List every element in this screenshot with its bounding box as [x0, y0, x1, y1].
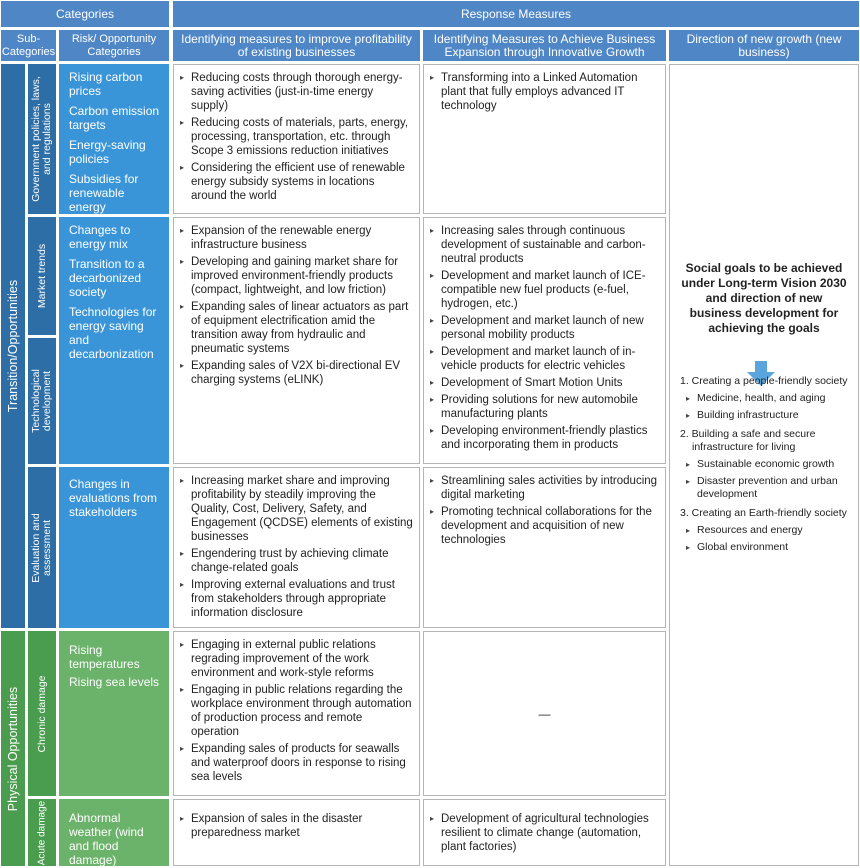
header-expansion-label: Identifying Measures to Achieve Business Expansion through Innovative Growth	[433, 31, 656, 59]
header-sub-categories	[1, 30, 56, 61]
header-growth-label: Direction of new growth (new business)	[686, 31, 842, 59]
header-categories	[1, 1, 169, 27]
section-physical	[1, 631, 25, 866]
category-item: Abnormal weather (wind and flood damage)	[69, 811, 144, 867]
category-item: Changes to energy mix	[69, 223, 131, 251]
measure-item: ▸ Development of agricultural technologies resilient to climate change (automation, plant factories)	[430, 812, 659, 854]
growth-goals	[680, 375, 852, 560]
measure-item: ▸ Transforming into a Linked Automation plant that fully employs advanced IT technology	[430, 71, 659, 113]
category-item: Transition to a decarbonized society	[69, 257, 145, 299]
measure-item: ▸ Expansion of sales in the disaster preparedness market	[180, 812, 413, 840]
category-item: Subsidies for renewable energy	[69, 172, 139, 214]
measure-item: ▸ Increasing sales through continuous development of sustainable and carbon-neutral products	[430, 224, 659, 266]
subcat-market	[28, 217, 56, 335]
measure-item: ▸ Reducing costs of materials, parts, energy, processing, transportation, etc. through Scope 3 emissions reduction initiatives	[180, 116, 413, 158]
subcat-market-label: Market trends	[36, 243, 48, 309]
category-item: Energy-saving policies	[69, 138, 146, 166]
goal-item: ▸ Resources and energy	[686, 524, 852, 537]
subcat-gov	[28, 64, 56, 214]
cell-gov-profitability	[173, 64, 420, 214]
header-profitability	[173, 30, 420, 61]
category-item: Rising sea levels	[69, 675, 160, 689]
measure-item: ▸ Reducing costs through thorough energy-saving activities (just-in-time energy supply)	[180, 71, 413, 113]
cell-eval-profitability	[173, 467, 420, 628]
measure-item: ▸ Considering the efficient use of renewable energy subsidy systems in locations around the world	[180, 161, 413, 203]
measure-item: ▸ Engaging in public relations regarding the workplace environment through automation of production process and remote operation	[180, 683, 413, 739]
measure-item: ▸ Expanding sales of linear actuators as part of equipment electrification amid the transition away from hydraulic and pneumatic systems	[180, 300, 413, 356]
header-growth	[669, 30, 859, 61]
goal-item: ▸ Disaster prevention and urban development	[686, 475, 852, 501]
category-item: Changes in evaluations from stakeholders	[69, 477, 158, 519]
category-item: Rising carbon prices	[69, 70, 143, 98]
measure-item: ▸ Streamlining sales activities by introducing digital marketing	[430, 474, 659, 502]
section-transition-label: Transition/Opportunities	[6, 279, 20, 413]
measure-item: ▸ Engendering trust by achieving climate change-related goals	[180, 547, 413, 575]
category-item: Rising temperatures	[69, 643, 140, 671]
category-item: Technologies for energy saving and decarbonization	[69, 305, 157, 361]
goal-item: ▸ Global environment	[686, 541, 852, 554]
category-item: Carbon emission targets	[69, 104, 160, 132]
goal-item: ▸ Building infrastructure	[686, 409, 852, 422]
measure-item: ▸ Engaging in external public relations regrading improvement of the work environment and work-style reforms	[180, 638, 413, 680]
cell-market-profitability	[173, 217, 420, 464]
goal-item: ▸ Sustainable economic growth	[686, 458, 852, 471]
cell-chronic-profitability	[173, 631, 420, 796]
cell-acute-profitability	[173, 799, 420, 866]
measure-item: ▸ Promoting technical collaborations for the development and acquisition of new technologies	[430, 505, 659, 547]
subcat-acute-label: Acute damage	[36, 800, 48, 865]
header-categories-label: Categories	[55, 6, 115, 21]
subcat-chronic	[28, 631, 56, 796]
measure-item: ▸ Development of Smart Motion Units	[430, 376, 659, 390]
measure-item: ▸ Increasing market share and improving profitability by steadily improving the Quality, Cost, Delivery, Safety, and Engagement (QCDSE) elements of existing businesses	[180, 474, 413, 544]
header-response-measures	[173, 1, 859, 27]
cell-eval-expansion	[423, 467, 666, 628]
header-response-measures-label: Response Measures	[460, 6, 572, 21]
cell-gov-expansion	[423, 64, 666, 214]
category-gov	[59, 64, 169, 214]
measure-item: ▸ Expansion of the renewable energy infrastructure business	[180, 224, 413, 252]
header-risk-categories-label: Risk/ Opportunity Categories	[71, 32, 157, 58]
cell-market-expansion	[423, 217, 666, 464]
measure-item: ▸ Development and market launch of new personal mobility products	[430, 314, 659, 342]
goal-title: 2. Building a safe and secure infrastructure for living	[680, 428, 816, 453]
section-transition	[1, 64, 25, 628]
measure-item: ▸ Expanding sales of products for seawalls and waterproof doors in response to rising sea levels	[180, 742, 413, 784]
goal-title: 3. Creating an Earth-friendly society	[680, 507, 847, 519]
subcat-gov-label: Government policies, laws, and regulations	[30, 76, 53, 202]
measure-item: ▸ Expanding sales of V2X bi-directional EV charging systems (eLINK)	[180, 359, 413, 387]
category-market	[59, 217, 169, 464]
measure-item: ▸ Improving external evaluations and trust from stakeholders through appropriate information disclosure	[180, 578, 413, 620]
section-physical-label: Physical Opportunities	[6, 686, 20, 811]
cell-chronic-expansion	[423, 631, 666, 796]
growth-panel	[669, 64, 859, 866]
subcat-tech-label: Technological development	[30, 369, 53, 433]
subcat-chronic-label: Chronic damage	[36, 674, 48, 753]
subcat-eval-label: Evaluation and assessment	[30, 512, 53, 583]
category-chronic	[59, 631, 169, 796]
measure-item: ▸ Development and market launch of in-vehicle products for electric vehicles	[430, 345, 659, 373]
growth-headline: Social goals to be achieved under Long-term Vision 2030 and direction of new business development for achieving the goals	[681, 261, 847, 335]
goal-item: ▸ Medicine, health, and aging	[686, 392, 852, 405]
empty-dash: —	[538, 706, 551, 721]
goal-title: 1. Creating a people-friendly society	[680, 375, 848, 387]
category-eval	[59, 467, 169, 628]
subcat-tech	[28, 338, 56, 464]
category-acute	[59, 799, 169, 866]
header-profitability-label: Identifying measures to improve profitability of existing businesses	[181, 31, 412, 59]
subcat-eval	[28, 467, 56, 628]
header-risk-categories	[59, 30, 169, 61]
cell-acute-expansion	[423, 799, 666, 866]
measure-item: ▸ Developing environment-friendly plastics and incorporating them in products	[430, 424, 659, 452]
header-sub-categories-label: Sub-Categories	[1, 32, 56, 58]
measure-item: ▸ Providing solutions for new automobile manufacturing plants	[430, 393, 659, 421]
header-expansion	[423, 30, 666, 61]
subcat-acute	[28, 799, 56, 866]
measure-item: ▸ Development and market launch of ICE-compatible new fuel products (e-fuel, hydrogen, etc.)	[430, 269, 659, 311]
measure-item: ▸ Developing and gaining market share for improved environment-friendly products (compact, lightweight, and low friction)	[180, 255, 413, 297]
